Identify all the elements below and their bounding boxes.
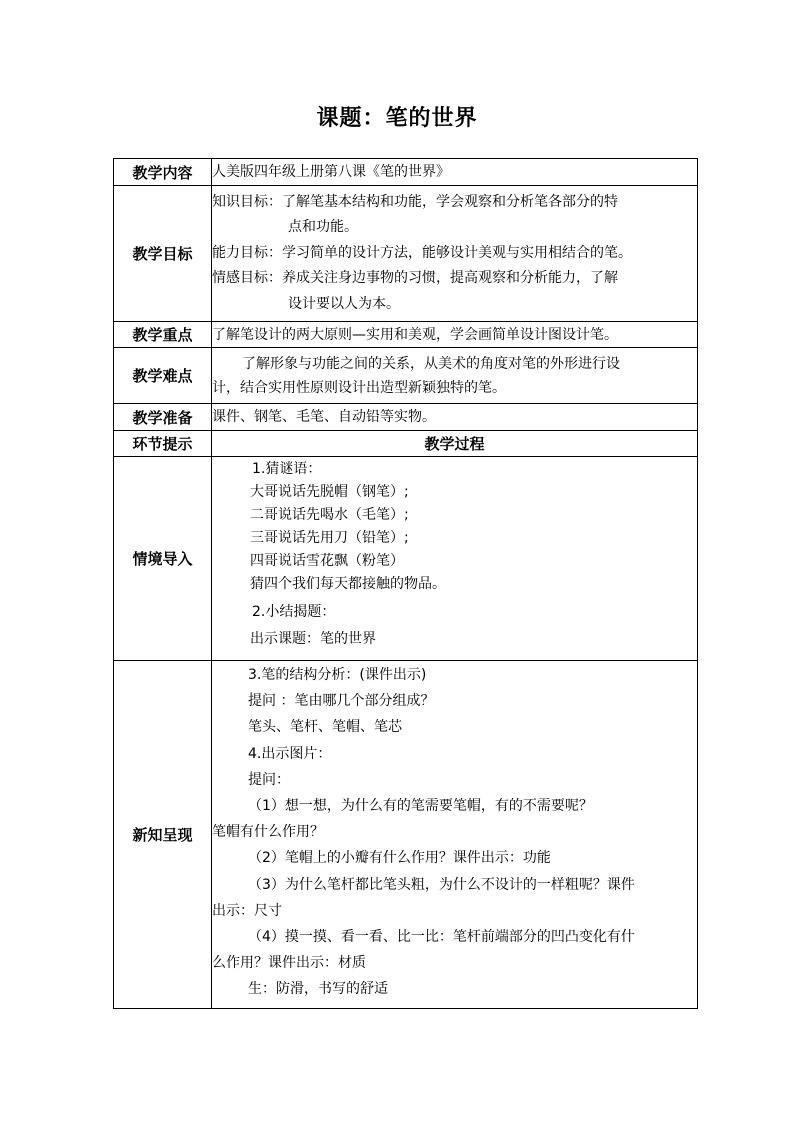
- label-preparation: 教学准备: [114, 404, 212, 431]
- label-situation-intro: 情境导入: [114, 457, 212, 661]
- label-key-points: 教学重点: [114, 322, 212, 348]
- label-teaching-goals: 教学目标: [114, 186, 212, 322]
- new-q1: （1）想一想，为什么有的笔需要笔帽，有的不需要呢？: [248, 798, 593, 815]
- lesson-plan-table: [113, 158, 698, 1009]
- new-knowledge-text: [212, 661, 698, 1009]
- row-situation-intro: [114, 457, 698, 661]
- difficult-points-text: [212, 348, 698, 404]
- intro-show-title: 出示课题：笔的世界: [250, 631, 376, 647]
- new-q4-cont: 么作用？课件出示：材质: [212, 955, 366, 972]
- intro-riddle-1: 大哥说话先脱帽（钢笔）;: [250, 484, 409, 500]
- new-q3: （3）为什么笔杆都比笔头粗，为什么不设计的一样粗呢？课件: [248, 876, 635, 893]
- teaching-content-text: 人美版四年级上册第八课《笔的世界》: [212, 159, 698, 186]
- label-section-hint: 环节提示: [114, 431, 212, 457]
- new-question-1: 提问 ：笔由哪几个部分组成？: [248, 693, 435, 710]
- page-title: 课题：笔的世界: [316, 106, 478, 131]
- row-key-points: [114, 322, 698, 348]
- teaching-process-heading: 教学过程: [212, 431, 698, 457]
- situation-intro-text: [212, 457, 698, 661]
- goal-emotion: 情感目标：养成关注身边事物的习惯，提高观察和分析能力，了解: [212, 270, 618, 287]
- new-q2: （2）笔帽上的小瓣有什么作用？课件出示：功能: [248, 850, 551, 867]
- goal-knowledge-cont: 点和功能。: [288, 219, 358, 236]
- intro-step-1: 1.猜谜语：: [252, 461, 322, 477]
- intro-riddle-3: 三哥说话先用刀（铅笔）;: [250, 530, 409, 546]
- difficult-line-1: 了解形象与功能之间的关系，从美术的角度对笔的外形进行设: [242, 355, 620, 372]
- difficult-line-2: 计，结合实用性原则设计出造型新颖独特的笔。: [212, 379, 506, 396]
- goal-knowledge: 知识目标：了解笔基本结构和功能，学会观察和分析笔各部分的特: [212, 193, 618, 210]
- new-q1-cont: 笔帽有什么作用？: [212, 824, 324, 841]
- new-q3-cont: 出示：尺寸: [212, 902, 282, 919]
- intro-riddle-2: 二哥说话先喝水（毛笔）;: [250, 507, 409, 523]
- preparation-text: 课件、钢笔、毛笔、自动铅等实物。: [212, 404, 698, 431]
- goal-ability: 能力目标：学习简单的设计方法，能够设计美观与实用相结合的笔。: [212, 244, 632, 261]
- row-difficult-points: [114, 348, 698, 404]
- intro-step-2: 2.小结揭题：: [252, 604, 336, 620]
- intro-guess: 猜四个我们每天都接触的物品。: [250, 576, 446, 592]
- goal-emotion-cont: 设计要以人为本。: [288, 295, 400, 312]
- new-student-answer: 生：防滑，书写的舒适: [248, 981, 388, 998]
- new-q4: （4）摸一摸、看一看、比一比：笔杆前端部分的凹凸变化有什: [248, 929, 635, 946]
- key-points-text: 了解笔设计的两大原则—实用和美观，学会画简单设计图设计笔。: [212, 322, 698, 348]
- row-teaching-goals: [114, 186, 698, 322]
- new-answer-1: 笔头、笔杆、笔帽、笔芯: [248, 719, 402, 736]
- row-preparation: [114, 404, 698, 431]
- row-header: [114, 431, 698, 457]
- intro-riddle-4: 四哥说话雪花飘（粉笔）: [250, 553, 404, 569]
- row-new-knowledge: [114, 661, 698, 1009]
- new-step-4: 4.出示图片：: [248, 745, 332, 762]
- label-new-knowledge: 新知呈现: [114, 661, 212, 1009]
- row-teaching-content: [114, 159, 698, 186]
- new-question-label: 提问：: [248, 771, 290, 788]
- new-step-3: 3.笔的结构分析：(课件出示): [248, 667, 427, 683]
- teaching-goals-text: [212, 186, 698, 322]
- label-difficult-points: 教学难点: [114, 348, 212, 404]
- label-teaching-content: 教学内容: [114, 159, 212, 186]
